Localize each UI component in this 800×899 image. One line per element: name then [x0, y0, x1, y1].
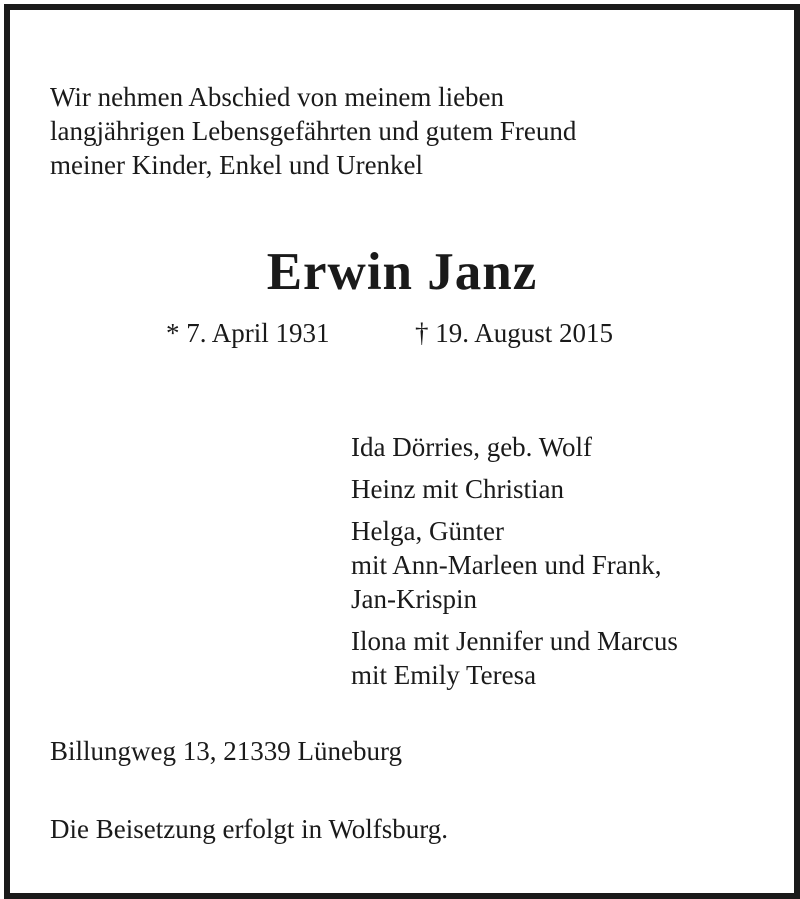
mourner-line: mit Emily Teresa	[351, 660, 537, 690]
intro-line: langjährigen Lebensgefährten und gutem Freund	[50, 116, 577, 146]
intro-line: Wir nehmen Abschied von meinem lieben	[50, 82, 505, 112]
intro-text	[50, 80, 576, 182]
mourner-group	[351, 624, 678, 692]
mourner-line: mit Ann-Marleen und Frank,	[351, 550, 662, 580]
mourner-line: Heinz mit Christian	[351, 474, 564, 504]
mourner-group	[351, 514, 678, 616]
mourner-line: Ida Dörries, geb. Wolf	[351, 432, 593, 462]
birth-date: * 7. April 1931	[166, 318, 330, 348]
mourner-group	[351, 472, 678, 506]
mourner-group	[351, 430, 678, 464]
mourner-line: Ilona mit Jennifer und Marcus	[351, 626, 678, 656]
deceased-name: Erwin Janz	[266, 243, 538, 301]
burial-note: Die Beisetzung erfolgt in Wolfsburg.	[50, 814, 449, 844]
intro-line: meiner Kinder, Enkel und Urenkel	[50, 150, 424, 180]
address: Billungweg 13, 21339 Lüneburg	[50, 736, 402, 766]
notice-border	[4, 4, 800, 899]
mourner-line: Helga, Günter	[351, 516, 504, 546]
mourner-line: Jan-Krispin	[351, 584, 477, 614]
death-date: † 19. August 2015	[415, 318, 614, 348]
mourners-list	[351, 430, 678, 700]
